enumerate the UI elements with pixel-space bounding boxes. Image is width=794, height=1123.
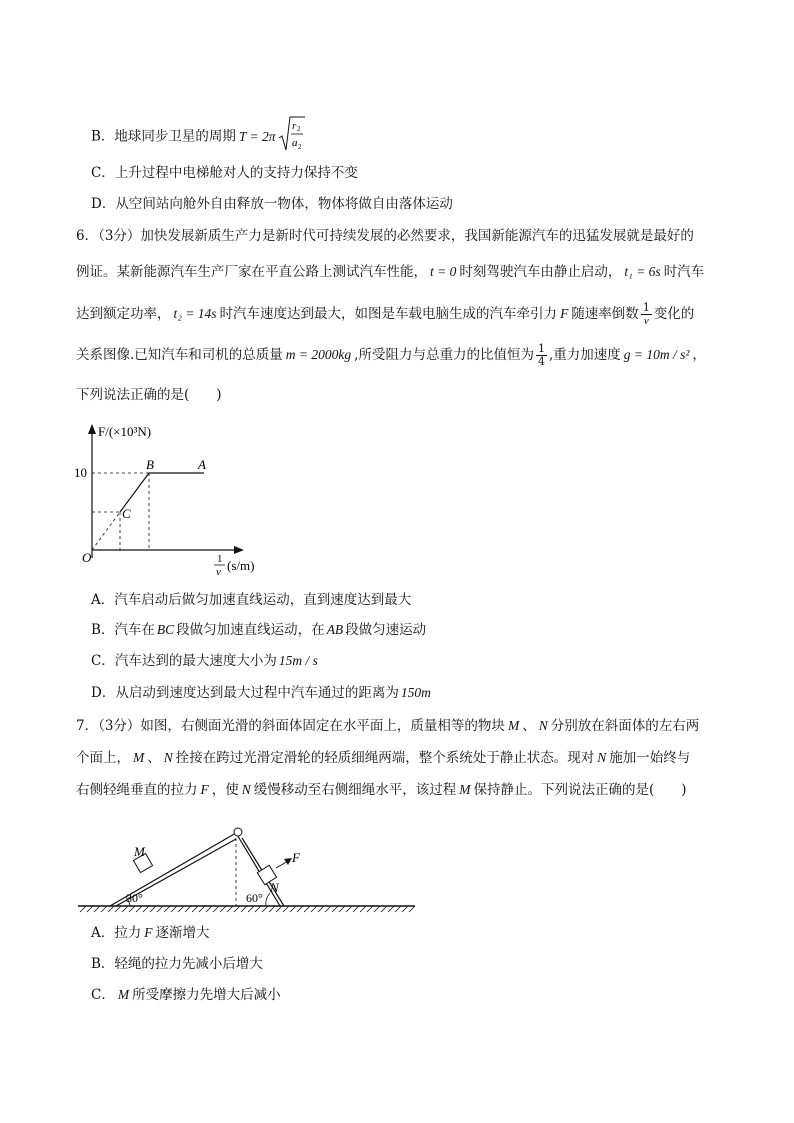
ground-hatch	[248, 906, 254, 912]
ground-hatch	[108, 906, 114, 912]
graph-y-tick: 10	[74, 465, 87, 480]
ground-hatch	[388, 906, 394, 912]
ground-hatch	[213, 906, 219, 912]
ground-hatch	[297, 906, 303, 912]
ground-hatch	[381, 906, 387, 912]
ground-hatch	[241, 906, 247, 912]
q6-stem-line1: 6．（3分）加快发展新质生产力是新时代可持续发展的必然要求，我国新能源汽车的迅猛发展就是最好的	[76, 228, 694, 244]
q7-option-a: A．拉力 F 逐渐增大	[91, 925, 210, 941]
ground-hatch	[283, 906, 289, 912]
graph-x-unit: (s/m)	[227, 558, 255, 573]
q6-option-d: D．从启动到速度达到最大过程中汽车通过的距离为 150m	[91, 685, 431, 701]
q7-figure	[70, 814, 430, 914]
q5-option-b-text: B．地球同步卫星的周期	[91, 128, 236, 145]
ground-hatch	[339, 906, 345, 912]
q5-option-d: D．从空间站向舱外自由释放一物体，物体将做自由落体运动	[91, 196, 453, 212]
ground-hatch	[150, 906, 156, 912]
ground-hatch	[115, 906, 121, 912]
ground-hatch	[367, 906, 373, 912]
ground-hatch	[311, 906, 317, 912]
graph-label-o: O	[82, 550, 92, 565]
ground-hatch	[332, 906, 338, 912]
q7-option-b: B．轻绳的拉力先减小后增大	[91, 956, 263, 972]
ground-hatch	[290, 906, 296, 912]
graph-segment-cb	[120, 473, 149, 512]
ground-hatch	[262, 906, 268, 912]
label-n: N	[270, 880, 279, 895]
graph-x-den: v	[216, 566, 221, 578]
ground-hatch	[374, 906, 380, 912]
ground-hatch	[185, 906, 191, 912]
q6-frac-quarter: $\frac{1}{4}$	[537, 342, 545, 368]
q6-option-c: C．汽车达到的最大速度大小为 15m / s	[91, 653, 318, 669]
q5-option-c: C．上升过程中电梯舱对人的支持力保持不变	[91, 165, 358, 181]
q6-graph	[72, 418, 272, 578]
ground-hatch	[80, 906, 86, 912]
graph-label-c: C	[122, 506, 131, 521]
ground-hatch	[395, 906, 401, 912]
q7-stem-line2: 个面上， M 、 N 拴接在跨过光滑定滑轮的轻质细绳两端，整个系统处于静止状态。现对 N 施加一始终与	[76, 750, 691, 766]
ground-hatch	[143, 906, 149, 912]
graph-x-num: 1	[217, 553, 223, 565]
label-f: F	[292, 850, 300, 865]
ground-hatch	[353, 906, 359, 912]
ground-hatch	[269, 906, 275, 912]
q6-frac-1v: $\frac{1}{v}$	[642, 301, 650, 327]
sqrt-radical	[278, 114, 306, 154]
ground-hatch	[192, 906, 198, 912]
ground-hatch	[346, 906, 352, 912]
ground-hatch	[101, 906, 107, 912]
label-m: M	[134, 844, 145, 859]
angle-60: 60°	[246, 891, 263, 905]
ground-hatch	[220, 906, 226, 912]
ground-hatch	[318, 906, 324, 912]
sqrt-num-sub: 2	[296, 125, 301, 133]
ground-hatch	[157, 906, 163, 912]
q7-stem-line1: 7．（3分）如图，右侧面光滑的斜面体固定在水平面上，质量相等的物块 M 、 N 分别放在斜面体的左右两	[76, 718, 700, 734]
ground-hatch	[136, 906, 142, 912]
ground-hatch	[171, 906, 177, 912]
q5-option-b	[91, 114, 306, 160]
q7-stem-line3: 右侧轻绳垂直的拉力 F ，使 N 缓慢移动至右侧细绳水平，该过程 M 保持静止。下列说法正确的是( )	[76, 782, 687, 798]
q5-option-b-formula: T = 2π	[238, 128, 276, 144]
q6-option-a: A．汽车启动后做匀加速直线运动，直到速度达到最大	[91, 592, 412, 608]
ground-hatch	[94, 906, 100, 912]
ground-hatch	[87, 906, 93, 912]
ground-hatch	[199, 906, 205, 912]
ground-hatch	[164, 906, 170, 912]
q6-stem-line2: 例证。某新能源汽车生产厂家在平直公路上测试汽车性能， t = 0 时刻驾驶汽车由静止启动， t₁ = 6s 时汽车	[76, 264, 705, 280]
ground-hatch	[178, 906, 184, 912]
q6-stem-line4: 关系图像.已知汽车和司机的总质量 m = 2000kg ,所受阻力与总重力的比值恒为 $\frac{1}{4}$ ,重力加速度 g = 10m / s² ，	[76, 342, 706, 368]
graph-y-label: F/(×10³N)	[98, 424, 152, 439]
q7-option-c: C． M 所受摩擦力先增大后减小	[91, 987, 281, 1003]
q5-sqrt	[278, 114, 306, 160]
pulley	[234, 828, 242, 836]
sqrt-den: a	[291, 137, 298, 149]
graph-label-b: B	[146, 457, 154, 472]
sqrt-den-sub: 2	[297, 143, 302, 151]
ground-hatch	[304, 906, 310, 912]
ground-hatch	[129, 906, 135, 912]
q6-stem-line3: 达到额定功率， t₂ = 14s 时汽车速度达到最大，如图是车载电脑生成的汽车牵引力 F 随速率倒数 $\frac{1}{v}$ 变化的	[76, 301, 695, 327]
ground-hatch	[402, 906, 408, 912]
ground-hatch	[360, 906, 366, 912]
ground-hatch	[227, 906, 233, 912]
q6-option-b: B．汽车在 BC 段做匀加速直线运动，在 AB 段做匀速运动	[91, 622, 427, 638]
ground-hatch	[255, 906, 261, 912]
ground-hatch	[206, 906, 212, 912]
ground-hatch	[122, 906, 128, 912]
ground-hatch	[325, 906, 331, 912]
sqrt-num: r	[291, 120, 296, 132]
ground-hatch	[409, 906, 415, 912]
angle-30: 30°	[126, 891, 143, 905]
ground-hatch	[234, 906, 240, 912]
graph-label-a: A	[198, 457, 206, 472]
ground-hatch	[276, 906, 282, 912]
q6-stem-line5: 下列说法正确的是( )	[76, 387, 222, 403]
